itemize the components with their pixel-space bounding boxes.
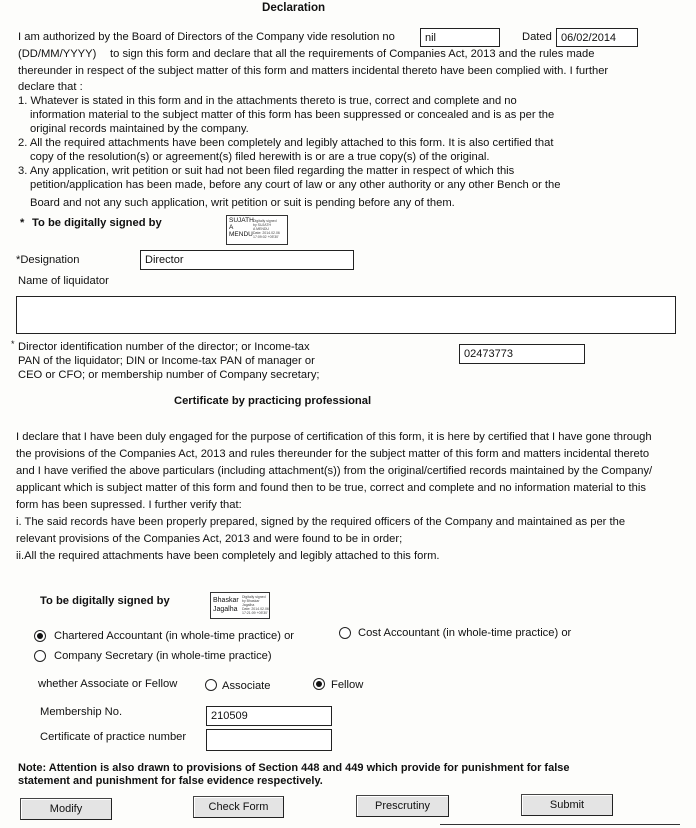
certificate-item-ii: ii.All the required attachments have been completely and legibly attached to this form. (16, 550, 440, 562)
required-asterisk: * (20, 217, 25, 229)
cost-accountant-label: Cost Accountant (in whole-time practice) or (358, 627, 572, 639)
check-form-button[interactable]: Check Form (193, 796, 284, 818)
din-field[interactable]: 02473773 (459, 344, 585, 364)
company-secretary-label: Company Secretary (in whole-time practice) (54, 650, 272, 662)
certificate-item-i-line-1: i. The said records have been properly prepared, signed by the required officers of the Company and maintained as per the (16, 516, 626, 528)
certificate-paragraph-line-1: I declare that I have been duly engaged for the purpose of certification of this form, it is here by certified that I have gone through (16, 431, 652, 443)
declaration-item-1-line-3: original records maintained by the company. (30, 123, 249, 135)
declaration-item-2-line-2: copy of the resolution(s) or agreement(s) filed herewith is or are a true copy(s) of the original. (30, 151, 490, 163)
dated-label: Dated (522, 31, 552, 43)
certificate-paragraph-line-5: form has been supressed. I further verify that: (16, 499, 242, 511)
bottom-divider (440, 824, 680, 825)
practice-certificate-label: Certificate of practice number (40, 731, 187, 743)
designation-label: *Designation (16, 254, 80, 266)
resolution-number-field[interactable]: nil (420, 28, 500, 47)
declaration-line-4: declare that : (18, 81, 83, 93)
declaration-line-2: to sign this form and declare that all the requirements of Companies Act, 2013 and the rules made (110, 48, 595, 60)
director-signature-name: SUJATH A MENDU (229, 217, 254, 238)
declaration-item-3-line-1: 3. Any application, writ petition or suit had not been filed regarding the matter in respect of which this (18, 165, 515, 177)
date-format-hint: (DD/MM/YYYY) (18, 48, 97, 60)
declaration-item-1-line-2: information material to the subject matter of this form has been suppressed or concealed and is as per the (30, 109, 555, 121)
submit-button[interactable]: Submit (521, 794, 613, 816)
din-label-line-1: Director identification number of the director; or Income-tax (18, 341, 310, 353)
certificate-title: Certificate by practicing professional (174, 395, 372, 407)
prescrutiny-button[interactable]: Prescrutiny (356, 795, 449, 817)
liquidator-field[interactable] (16, 296, 676, 334)
company-secretary-radio[interactable] (34, 650, 46, 662)
declaration-title: Declaration (262, 1, 326, 14)
din-label-line-3: CEO or CFO; or membership number of Company secretary; (18, 369, 320, 381)
declaration-item-2-line-1: 2. All the required attachments have been completely and legibly attached to this form. It is also certified that (18, 137, 554, 149)
associate-label: Associate (222, 680, 271, 692)
designation-field[interactable]: Director (140, 250, 354, 270)
professional-signed-label: To be digitally signed by (40, 595, 170, 607)
director-signed-label: To be digitally signed by (32, 217, 162, 229)
membership-number-label: Membership No. (40, 706, 123, 718)
signature-detail-text: Digitally signed by Bhaskar Jagalha Date: 2014.02.06 17:21:09 +05'30' (242, 595, 269, 615)
professional-digital-signature (210, 592, 270, 619)
certificate-paragraph-line-4: applicant which is subject matter of this form and found then to be true, correct and complete and no information material to this (16, 482, 646, 494)
membership-number-field[interactable]: 210509 (206, 706, 332, 726)
associate-radio[interactable] (205, 679, 217, 691)
liquidator-label: Name of liquidator (18, 275, 109, 287)
fellow-radio[interactable] (313, 678, 325, 690)
director-digital-signature (226, 215, 288, 245)
certificate-paragraph-line-3: and I have verified the above particulars (including attachment(s)) from the original/certified records maintained by the Company/ (16, 465, 653, 477)
chartered-accountant-radio[interactable] (34, 630, 46, 642)
authorization-text: I am authorized by the Board of Directors of the Company vide resolution no (18, 31, 395, 43)
declaration-item-3-line-3: Board and not any such application, writ petition or suit is pending before any of them. (30, 197, 455, 209)
cost-accountant-radio[interactable] (339, 627, 351, 639)
declaration-line-3: thereunder in respect of the subject matter of this form and matters incidental thereto have been complied with. I further (18, 65, 609, 77)
certificate-paragraph-line-2: the provisions of the Companies Act, 2013 and rules thereunder for the subject matter of this form and matters incidental thereto (16, 448, 650, 460)
declaration-item-3-line-2: petition/application has been made, before any court of law or any other authority or any other Bench or the (30, 179, 561, 191)
signature-detail-text: Digitally signed by SUJATH A MENDU Date: 2014.02.06 17:09:02 +05'30' (253, 219, 280, 239)
chartered-accountant-label: Chartered Accountant (in whole-time practice) or (54, 630, 295, 642)
note-line-2: statement and punishment for false evidence respectively. (18, 775, 323, 787)
practice-certificate-field[interactable] (206, 729, 332, 751)
required-asterisk: * (11, 339, 15, 349)
din-label-line-2: PAN of the liquidator; DIN or Income-tax PAN of manager or (18, 355, 315, 367)
professional-signature-name: Bhaskar Jagalha (213, 597, 239, 613)
modify-button[interactable]: Modify (20, 798, 112, 820)
fellow-label: Fellow (331, 679, 364, 691)
declaration-item-1-line-1: 1. Whatever is stated in this form and in the attachments thereto is true, correct and complete and no (18, 95, 517, 107)
certificate-item-i-line-2: relevant provisions of the Companies Act, 2013 and were found to be in order; (16, 533, 403, 545)
dated-field[interactable]: 06/02/2014 (556, 28, 638, 47)
associate-fellow-label: whether Associate or Fellow (38, 678, 178, 690)
note-line-1: Note: Attention is also drawn to provisions of Section 448 and 449 which provide for punishment for false (18, 762, 570, 774)
